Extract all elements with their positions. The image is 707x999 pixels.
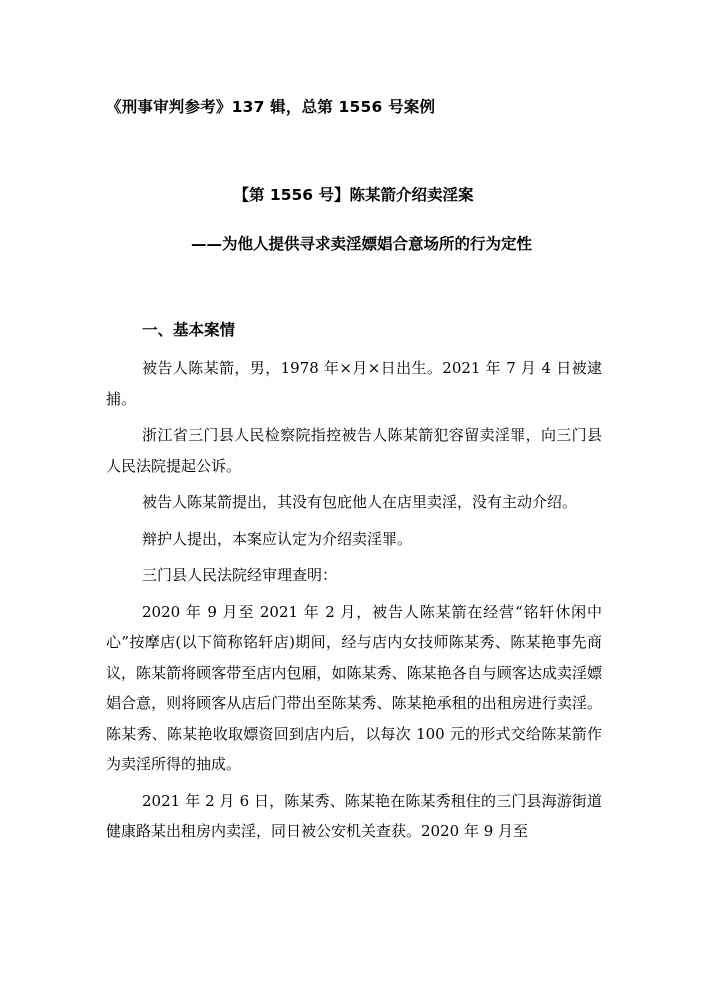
section-heading: 一、基本案情 <box>142 321 236 339</box>
case-subtitle: ——为他人提供寻求卖淫嫖娼合意场所的行为定性 <box>190 235 532 253</box>
paragraph: 被告人陈某箭，男，1978 年×月×日出生。2021 年 7 月 4 日被逮捕。 <box>106 359 602 408</box>
paragraph: 三门县人民法院经审理查明： <box>142 566 338 584</box>
case-title: 【第 1556 号】陈某箭介绍卖淫案 <box>233 186 474 204</box>
paragraph: 2021 年 2 月 6 日，陈某秀、陈某艳在陈某秀租住的三门县海游街道健康路某出租房内卖淫，同日被公安机关查获。2020 年 9 月至 <box>106 791 602 840</box>
paragraph: 被告人陈某箭提出，其没有包庇他人在店里卖淫，没有主动介绍。 <box>142 493 578 511</box>
paragraph: 辩护人提出，本案应认定为介绍卖淫罪。 <box>142 529 413 548</box>
paragraph: 浙江省三门县人民检察院指控被告人陈某箭犯容留卖淫罪，向三门县人民法院提起公诉。 <box>106 426 602 475</box>
paragraph: 2020 年 9 月至 2021 年 2 月，被告人陈某箭在经营“铭轩休闲中心”按摩店(以下简称铭轩店)期间，经与店内女技师陈某秀、陈某艳事先商议，陈某箭将顾客带至店内包厢，如陈某秀、陈某艳各自与顾客达成卖淫嫖娼合意，则将顾客从店后门带出至陈某秀、陈某艳承租的出租房进行卖淫。陈某秀、陈某艳收取嫖资回到店内后，以每次 100 元的形式交给陈某箭作为卖淫所得的抽成。 <box>106 602 602 773</box>
source-citation: 《刑事审判参考》137 辑，总第 1556 号案例 <box>106 98 436 116</box>
body-text <box>106 353 602 853</box>
